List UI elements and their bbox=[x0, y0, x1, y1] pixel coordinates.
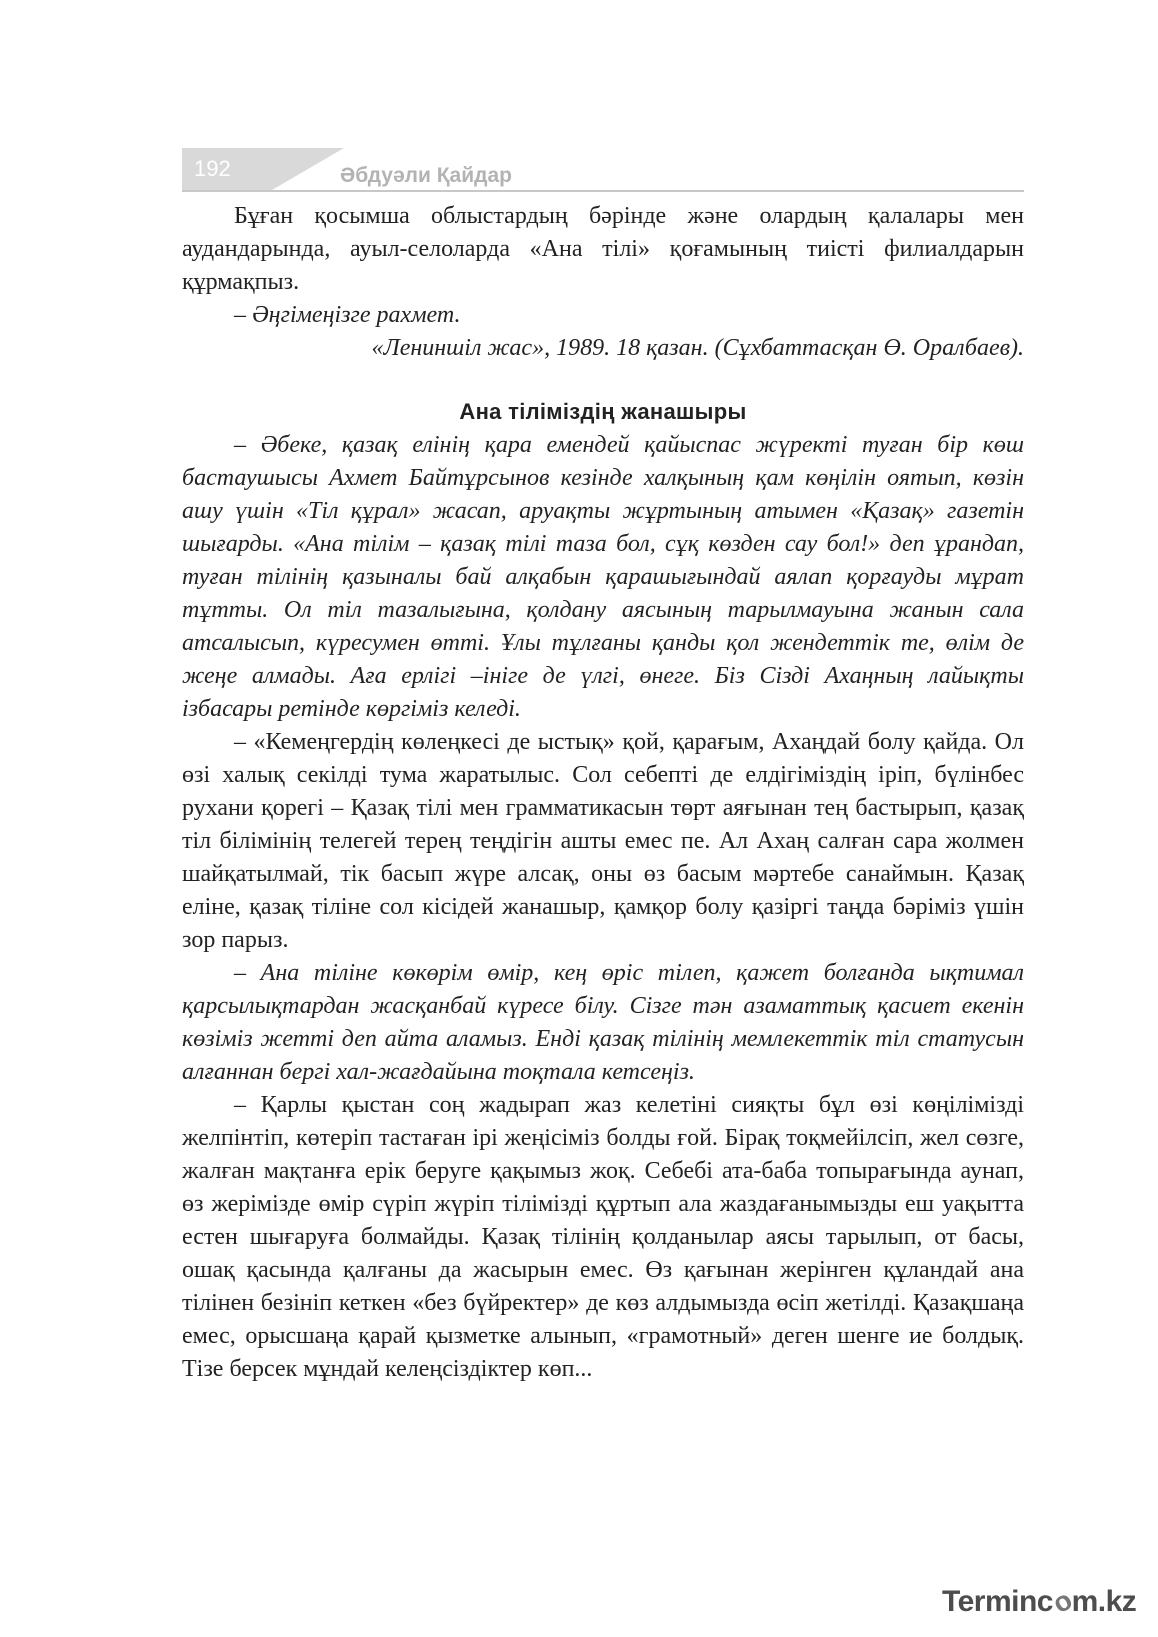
question-1: – Әбеке, қазақ елінің қара емендей қайыспас жүректі туған бір көш бастаушысы Ахмет Байтұрсынов кезінде халқының қам көңілін оятып, көзін ашу үшін «Тіл құрал» жасап, аруақты жұртының атымен «Қазақ» газетін шығарды. «Ана тілім – қазақ тілі таза бол, сұқ көзден сау бол!» деп ұрандап, туған тілінің қазыналы бай алқабын қарашығындай аялап қорғауды мұрат тұтты. Ол тіл тазалығына, қолдану аясының тарылмауына жанын сала атсалысып, күресумен өтті. Ұлы тұлғаны қанды қол жендеттік те, өлім де жеңе алмады. Аға ерлігі –ініге де үлгі, өнеге. Біз Сізді Ахаңның лайықты ізбасары ретінде көргіміз келеді. bbox=[182, 432, 1024, 722]
question-2: – Ана тіліне көкөрім өмір, кең өріс тілеп, қажет болғанда ықтимал қарсылықтардан жасқанбай күресе білу. Сізге тән азаматтық қасиет екенін көзіміз жетті деп айта аламыз. Енді қазақ тілінің мемлекеттік тіл статусын алғаннан бергі хал-жағдайына тоқтала кетсеңіз. bbox=[182, 960, 1024, 1085]
answer-2: – Қарлы қыстан соң жадырап жаз келетіні сияқты бұл өзі көңілімізді желпінтіп, көтеріп тастаған ірі жеңісіміз болды ғой. Бірақ тоқмейілсіп, жел сөзге, жалған мақтанға ерік беруге қақымыз жоқ. Себебі ата-баба топырағында аунап, өз жерімізде өмір сүріп жүріп тілімізді құртып ала жаздағанымызды еш уақытта естен шығаруға болмайды. Қазақ тілінің қолданылар аясы тарылып, от басы, ошақ қасында қалғаны да жасырын емес. Өз қағынан жерінген құландай ана тілінен безініп кеткен «без бүйректер» де көз алдымызда өсіп жетілді. Қазақшаңа емес, орысшаңа қарай қызметке алынып, «грамотный» деген шенге ие болдық. Тізе берсек мұндай келеңсіздіктер көп... bbox=[182, 1092, 1024, 1382]
page-body bbox=[182, 200, 1024, 1386]
watermark-tail: m.kz bbox=[1071, 1585, 1137, 1618]
source-citation: «Лениншіл жас», 1989. 18 қазан. (Сұхбаттасқан Ө. Оралбаев). bbox=[371, 335, 1024, 361]
article-title: Ана тіліміздің жанашыры bbox=[459, 399, 747, 424]
running-author: Әбдуәли Қайдар bbox=[340, 164, 512, 187]
answer-1: – «Кемеңгердің көлеңкесі де ыстық» қой, қарағым, Ахаңдай болу қайда. Ол өзі халық секілді тума жаратылыс. Сол себепті де елдігіміздің іріп, бүлінбес рухани қорегі – Қазақ тілі мен грамматикасын төрт аяғынан тең бастырып, қазақ тіл білімінің телегей терең теңдігін ашты емес пе. Ал Ахаң салған сара жолмен шайқатылмай, тік басып жүре алсақ, оны өз басым мәртебе санаймын. Қазақ еліне, қазақ тіліне сол кісідей жанашыр, қамқор болу қазіргі таңда бәріміз үшін зор парыз. bbox=[182, 729, 1024, 953]
header-rule bbox=[182, 190, 1024, 192]
page-number: 192 bbox=[182, 148, 272, 190]
watermark-ring: o bbox=[1047, 1583, 1077, 1620]
interview-thanks: – Әңгімеңізге рахмет. bbox=[234, 302, 461, 328]
watermark-initial: T bbox=[942, 1585, 958, 1618]
intro-paragraph: Бұған қосымша облыстардың бәрінде және олардың қалалары мен аудандарында, ауыл-селоларда «Ана тілі» қоғамының тиісті филиалдарын құрмақпыз. bbox=[182, 203, 1024, 295]
site-watermark bbox=[942, 1585, 1136, 1619]
running-header bbox=[182, 148, 1024, 194]
page-tab-wedge bbox=[272, 148, 344, 190]
watermark-mid: erminc bbox=[957, 1585, 1053, 1618]
